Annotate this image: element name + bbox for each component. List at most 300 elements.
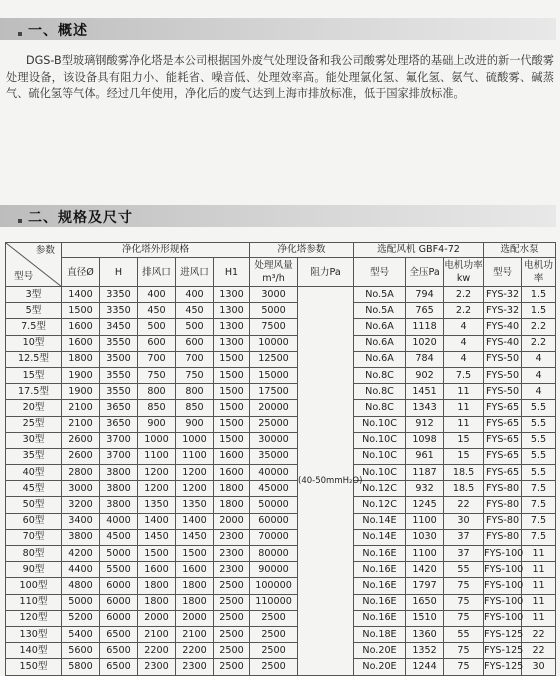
- table-row: [6, 432, 556, 448]
- table-cell: 2100: [62, 416, 100, 432]
- table-cell: 1600: [138, 562, 176, 578]
- table-cell: FYS-80: [484, 513, 522, 529]
- table-cell: No.6A: [354, 351, 406, 367]
- table-cell: 6500: [100, 659, 138, 675]
- table-cell: 75: [444, 578, 484, 594]
- table-cell: 11: [444, 416, 484, 432]
- table-cell: 1100: [176, 448, 214, 464]
- group-header: 净化塔外形规格: [62, 243, 250, 258]
- table-cell: FYS-100: [484, 610, 522, 626]
- table-cell: 1510: [406, 610, 444, 626]
- table-cell: 3550: [100, 335, 138, 351]
- table-cell: 100型: [6, 578, 62, 594]
- table-cell: FYS-125: [484, 626, 522, 642]
- table-cell: 1800: [176, 578, 214, 594]
- table-cell: 40型: [6, 465, 62, 481]
- table-cell: 35000: [250, 448, 298, 464]
- table-cell: 45000: [250, 481, 298, 497]
- table-cell: 70000: [250, 529, 298, 545]
- table-cell: 800: [138, 384, 176, 400]
- table-cell: 3350: [100, 303, 138, 319]
- table-cell: 1.5: [522, 303, 556, 319]
- table-cell: 3500: [100, 351, 138, 367]
- table-cell: 450: [176, 303, 214, 319]
- table-cell: 2100: [176, 626, 214, 642]
- table-cell: 30型: [6, 432, 62, 448]
- table-cell: 1450: [138, 529, 176, 545]
- table-cell: 794: [406, 287, 444, 303]
- table-cell: 1187: [406, 465, 444, 481]
- table-cell: 110000: [250, 594, 298, 610]
- table-cell: 1000: [176, 432, 214, 448]
- table-cell: 1350: [176, 497, 214, 513]
- table-cell: 4200: [62, 546, 100, 562]
- table-cell: 20型: [6, 400, 62, 416]
- table-cell: No.12C: [354, 481, 406, 497]
- table-cell: 35型: [6, 448, 62, 464]
- table-cell: 22: [522, 643, 556, 659]
- table-cell: 7.5: [522, 497, 556, 513]
- table-cell: 5.5: [522, 416, 556, 432]
- table-cell: 600: [176, 335, 214, 351]
- table-cell: 1200: [138, 481, 176, 497]
- table-row: [6, 643, 556, 659]
- table-row: [6, 562, 556, 578]
- table-row: [6, 448, 556, 464]
- table-row: [6, 626, 556, 642]
- table-cell: 1500: [214, 400, 250, 416]
- column-header: 阻力Pa: [298, 258, 354, 287]
- diag-top-label: 参数: [35, 245, 55, 256]
- table-cell: 18.5: [444, 481, 484, 497]
- table-cell: 2500: [214, 659, 250, 675]
- table-cell: 784: [406, 351, 444, 367]
- table-cell: 15: [444, 432, 484, 448]
- table-cell: 3650: [100, 416, 138, 432]
- table-cell: 6500: [100, 626, 138, 642]
- table-cell: 1420: [406, 562, 444, 578]
- table-cell: FYS-65: [484, 416, 522, 432]
- section-marker: [18, 219, 22, 223]
- table-cell: 7.5型: [6, 319, 62, 335]
- column-header: 直径Ø: [62, 258, 100, 287]
- table-cell: 55: [444, 626, 484, 642]
- table-cell: 6000: [100, 610, 138, 626]
- table-cell: 900: [138, 416, 176, 432]
- table-cell: 1000: [138, 432, 176, 448]
- table-cell: No.8C: [354, 400, 406, 416]
- table-cell: 3800: [100, 465, 138, 481]
- table-cell: 2300: [214, 529, 250, 545]
- table-cell: 6500: [100, 643, 138, 659]
- table-cell: 1500: [176, 546, 214, 562]
- section-marker: [18, 32, 22, 36]
- table-cell: 18.5: [444, 465, 484, 481]
- table-cell: 1245: [406, 497, 444, 513]
- table-cell: 15型: [6, 367, 62, 383]
- table-cell: No.20E: [354, 659, 406, 675]
- table-cell: No.6A: [354, 335, 406, 351]
- table-cell: 4500: [100, 529, 138, 545]
- table-cell: 1800: [138, 594, 176, 610]
- table-cell: 4: [444, 335, 484, 351]
- table-cell: 7.5: [522, 481, 556, 497]
- column-header: 进风口: [176, 258, 214, 287]
- table-cell: 1020: [406, 335, 444, 351]
- table-cell: 5600: [62, 643, 100, 659]
- table-cell: No.10C: [354, 448, 406, 464]
- table-cell: 750: [176, 367, 214, 383]
- table-row: [6, 384, 556, 400]
- table-cell: 1400: [138, 513, 176, 529]
- table-cell: 3800: [62, 529, 100, 545]
- table-cell: 700: [176, 351, 214, 367]
- table-cell: 2800: [62, 465, 100, 481]
- table-cell: 1400: [62, 287, 100, 303]
- table-cell: 22: [444, 497, 484, 513]
- table-cell: 2500: [250, 659, 298, 675]
- table-cell: 4: [522, 351, 556, 367]
- column-header: 电机功率: [522, 258, 556, 287]
- table-cell: 1.5: [522, 287, 556, 303]
- table-row: [6, 287, 556, 303]
- table-row: [6, 610, 556, 626]
- table-cell: 6000: [100, 594, 138, 610]
- table-cell: 3200: [62, 497, 100, 513]
- table-row: [6, 416, 556, 432]
- table-cell: 37: [444, 529, 484, 545]
- table-cell: 800: [176, 384, 214, 400]
- table-cell: No.18E: [354, 626, 406, 642]
- table-row: [6, 367, 556, 383]
- table-cell: No.10C: [354, 465, 406, 481]
- table-cell: 75: [444, 594, 484, 610]
- table-cell: 4: [444, 319, 484, 335]
- table-cell: 75: [444, 659, 484, 675]
- table-cell: 60000: [250, 513, 298, 529]
- column-header: H: [100, 258, 138, 287]
- table-cell: FYS-125: [484, 643, 522, 659]
- column-header: 型号: [484, 258, 522, 287]
- group-header: 选配风机 GBF4-72: [354, 243, 484, 258]
- overview-paragraph: DGS-B型玻璃钢酸雾净化塔是本公司根据国外废气处理设备和我公司酸雾处理塔的基础上改进的新一代酸雾处理设备，该设备具有阻力小、能耗省、噪音低、处理效率高。能处理氯化氢、氟化氢、氨气、硫酸雾、碱蒸气、硫化氢等气体。经过几年使用，净化后的废气达到上海市排放标准，低于国家排放标准。: [6, 54, 554, 100]
- table-cell: 1600: [62, 319, 100, 335]
- table-row: [6, 546, 556, 562]
- table-cell: 5.5: [522, 400, 556, 416]
- column-header: 处理风量m³/h: [250, 258, 298, 287]
- table-cell: 1200: [176, 481, 214, 497]
- table-cell: 750: [138, 367, 176, 383]
- table-cell: 2500: [250, 626, 298, 642]
- table-cell: 1500: [214, 432, 250, 448]
- table-cell: 4: [522, 384, 556, 400]
- table-cell: 22: [522, 626, 556, 642]
- table-cell: 11: [522, 594, 556, 610]
- table-cell: 1451: [406, 384, 444, 400]
- table-cell: FYS-65: [484, 448, 522, 464]
- table-cell: 2500: [214, 626, 250, 642]
- table-cell: 2000: [138, 610, 176, 626]
- table-cell: No.16E: [354, 546, 406, 562]
- table-cell: 1600: [214, 448, 250, 464]
- table-cell: 765: [406, 303, 444, 319]
- table-cell: 2500: [250, 643, 298, 659]
- table-cell: 1343: [406, 400, 444, 416]
- table-cell: 1100: [406, 513, 444, 529]
- table-row: [6, 335, 556, 351]
- table-cell: No.16E: [354, 594, 406, 610]
- table-cell: No.16E: [354, 578, 406, 594]
- table-cell: 5.5: [522, 448, 556, 464]
- table-cell: 130型: [6, 626, 62, 642]
- table-cell: 2600: [62, 448, 100, 464]
- table-cell: 15: [444, 448, 484, 464]
- table-cell: 1500: [214, 416, 250, 432]
- table-row: [6, 594, 556, 610]
- table-cell: 3型: [6, 287, 62, 303]
- table-cell: 25型: [6, 416, 62, 432]
- table-cell: No.12C: [354, 497, 406, 513]
- table-cell: No.16E: [354, 610, 406, 626]
- table-cell: 932: [406, 481, 444, 497]
- table-cell: 5200: [62, 610, 100, 626]
- table-cell: FYS-80: [484, 529, 522, 545]
- table-cell: 4000: [100, 513, 138, 529]
- table-cell: 37: [444, 546, 484, 562]
- table-cell: 2200: [138, 643, 176, 659]
- table-cell: 3000: [250, 287, 298, 303]
- table-cell: 3550: [100, 367, 138, 383]
- table-cell: 2500: [214, 594, 250, 610]
- table-cell: 1300: [214, 335, 250, 351]
- table-cell: FYS-32: [484, 303, 522, 319]
- table-cell: 11: [444, 400, 484, 416]
- table-cell: 1100: [138, 448, 176, 464]
- table-cell: 5000: [100, 546, 138, 562]
- table-row: [6, 578, 556, 594]
- table-cell: 1400: [176, 513, 214, 529]
- table-cell: 11: [522, 578, 556, 594]
- table-cell: 5型: [6, 303, 62, 319]
- table-cell: No.6A: [354, 319, 406, 335]
- table-cell: 3800: [100, 481, 138, 497]
- table-cell: 3550: [100, 384, 138, 400]
- table-cell: No.14E: [354, 513, 406, 529]
- table-cell: 2.2: [522, 319, 556, 335]
- table-cell: 2100: [62, 400, 100, 416]
- table-cell: 3700: [100, 432, 138, 448]
- table-cell: 850: [176, 400, 214, 416]
- table-cell: 140型: [6, 643, 62, 659]
- table-cell: FYS-65: [484, 465, 522, 481]
- table-cell: 912: [406, 416, 444, 432]
- table-cell: 1500: [138, 546, 176, 562]
- table-cell: 961: [406, 448, 444, 464]
- table-cell: 55: [444, 562, 484, 578]
- table-cell: 1797: [406, 578, 444, 594]
- table-cell: 7500: [250, 319, 298, 335]
- table-cell: 12500: [250, 351, 298, 367]
- table-cell: 1800: [214, 481, 250, 497]
- table-cell: 2200: [176, 643, 214, 659]
- table-cell: 1800: [214, 497, 250, 513]
- table-cell: 40000: [250, 465, 298, 481]
- table-cell: 700: [138, 351, 176, 367]
- diag-bottom-label: 型号: [14, 271, 34, 282]
- table-cell: 2500: [214, 578, 250, 594]
- table-cell: 60型: [6, 513, 62, 529]
- table-row: [6, 303, 556, 319]
- table-cell: 1360: [406, 626, 444, 642]
- table-cell: 4: [522, 367, 556, 383]
- table-cell: 3700: [100, 448, 138, 464]
- table-cell: 4800: [62, 578, 100, 594]
- table-cell: 1030: [406, 529, 444, 545]
- table-cell: 3650: [100, 400, 138, 416]
- table-cell: 3800: [100, 497, 138, 513]
- table-cell: FYS-100: [484, 546, 522, 562]
- table-row: [6, 319, 556, 335]
- table-cell: 30: [444, 513, 484, 529]
- table-cell: 150型: [6, 659, 62, 675]
- table-cell: 100000: [250, 578, 298, 594]
- section-title: 一、概述: [28, 23, 88, 39]
- table-cell: No.14E: [354, 529, 406, 545]
- table-cell: 110型: [6, 594, 62, 610]
- table-cell: 5500: [100, 562, 138, 578]
- table-cell: 1500: [214, 367, 250, 383]
- table-row: [6, 351, 556, 367]
- table-row: [6, 481, 556, 497]
- column-header: H1: [214, 258, 250, 287]
- table-cell: 90000: [250, 562, 298, 578]
- table-cell: 400: [138, 287, 176, 303]
- table-cell: 1500: [214, 384, 250, 400]
- table-cell: 4: [444, 351, 484, 367]
- section-title: 二、规格及尺寸: [28, 210, 133, 226]
- table-cell: 11: [522, 610, 556, 626]
- table-cell: 1800: [138, 578, 176, 594]
- table-cell: 2000: [214, 513, 250, 529]
- table-cell: 5800: [62, 659, 100, 675]
- table-cell: 5.5: [522, 432, 556, 448]
- table-cell: 20000: [250, 400, 298, 416]
- table-cell: 2.2: [444, 303, 484, 319]
- table-cell: 500: [138, 319, 176, 335]
- table-cell: 5.5: [522, 465, 556, 481]
- table-cell: No.8C: [354, 367, 406, 383]
- table-cell: 2.2: [522, 335, 556, 351]
- table-row: [6, 465, 556, 481]
- column-header: 排风口: [138, 258, 176, 287]
- table-cell: 450: [138, 303, 176, 319]
- table-cell: 1500: [214, 351, 250, 367]
- table-cell: FYS-32: [484, 287, 522, 303]
- table-cell: 1450: [176, 529, 214, 545]
- table-cell: 1098: [406, 432, 444, 448]
- table-cell: 5000: [62, 594, 100, 610]
- table-cell: 7.5: [444, 367, 484, 383]
- table-row: [6, 400, 556, 416]
- table-cell: FYS-80: [484, 481, 522, 497]
- table-cell: 1350: [138, 497, 176, 513]
- table-cell: 2300: [214, 546, 250, 562]
- table-cell: 30: [522, 659, 556, 675]
- table-cell: FYS-50: [484, 367, 522, 383]
- table-cell: 1352: [406, 643, 444, 659]
- table-cell: 2000: [176, 610, 214, 626]
- table-cell: 2100: [138, 626, 176, 642]
- table-cell: 2500: [214, 643, 250, 659]
- table-cell: FYS-100: [484, 562, 522, 578]
- table-cell: 1900: [62, 367, 100, 383]
- table-cell: 902: [406, 367, 444, 383]
- table-cell: 5000: [250, 303, 298, 319]
- table-cell: 1300: [214, 319, 250, 335]
- table-cell: 1600: [176, 562, 214, 578]
- table-cell: 2.2: [444, 287, 484, 303]
- resistance-cell: (40-50mmH₂O): [298, 287, 354, 676]
- table-cell: FYS-40: [484, 335, 522, 351]
- table-cell: 1800: [62, 351, 100, 367]
- section-header-specs: [0, 205, 556, 227]
- column-header: 全压Pa: [406, 258, 444, 287]
- group-header: 净化塔参数: [250, 243, 354, 258]
- table-cell: 10000: [250, 335, 298, 351]
- table-cell: 11: [522, 546, 556, 562]
- table-cell: No.10C: [354, 416, 406, 432]
- table-cell: 45型: [6, 481, 62, 497]
- table-cell: 3400: [62, 513, 100, 529]
- table-cell: No.10C: [354, 432, 406, 448]
- table-cell: 1300: [214, 287, 250, 303]
- table-cell: 400: [176, 287, 214, 303]
- table-row: [6, 497, 556, 513]
- table-cell: 80型: [6, 546, 62, 562]
- table-cell: 2300: [214, 562, 250, 578]
- table-cell: 6000: [100, 578, 138, 594]
- table-cell: 1600: [214, 465, 250, 481]
- table-cell: FYS-65: [484, 400, 522, 416]
- table-cell: FYS-100: [484, 578, 522, 594]
- section-header-overview: [0, 18, 556, 40]
- table-cell: 120型: [6, 610, 62, 626]
- table-cell: 1200: [176, 465, 214, 481]
- table-cell: No.16E: [354, 562, 406, 578]
- table-cell: 80000: [250, 546, 298, 562]
- table-cell: 1100: [406, 546, 444, 562]
- table-row: [6, 659, 556, 675]
- table-cell: 12.5型: [6, 351, 62, 367]
- spec-table: [5, 242, 556, 676]
- table-cell: 70型: [6, 529, 62, 545]
- table-cell: FYS-100: [484, 594, 522, 610]
- table-cell: 75: [444, 610, 484, 626]
- table-cell: 2500: [214, 610, 250, 626]
- table-cell: 5400: [62, 626, 100, 642]
- table-cell: 2300: [138, 659, 176, 675]
- table-cell: 2500: [250, 610, 298, 626]
- table-cell: 3450: [100, 319, 138, 335]
- table-cell: 1244: [406, 659, 444, 675]
- table-cell: No.5A: [354, 303, 406, 319]
- table-cell: 900: [176, 416, 214, 432]
- table-cell: 1800: [176, 594, 214, 610]
- column-header: 型号: [354, 258, 406, 287]
- table-row: [6, 513, 556, 529]
- table-cell: 90型: [6, 562, 62, 578]
- group-header: 选配水泵: [484, 243, 556, 258]
